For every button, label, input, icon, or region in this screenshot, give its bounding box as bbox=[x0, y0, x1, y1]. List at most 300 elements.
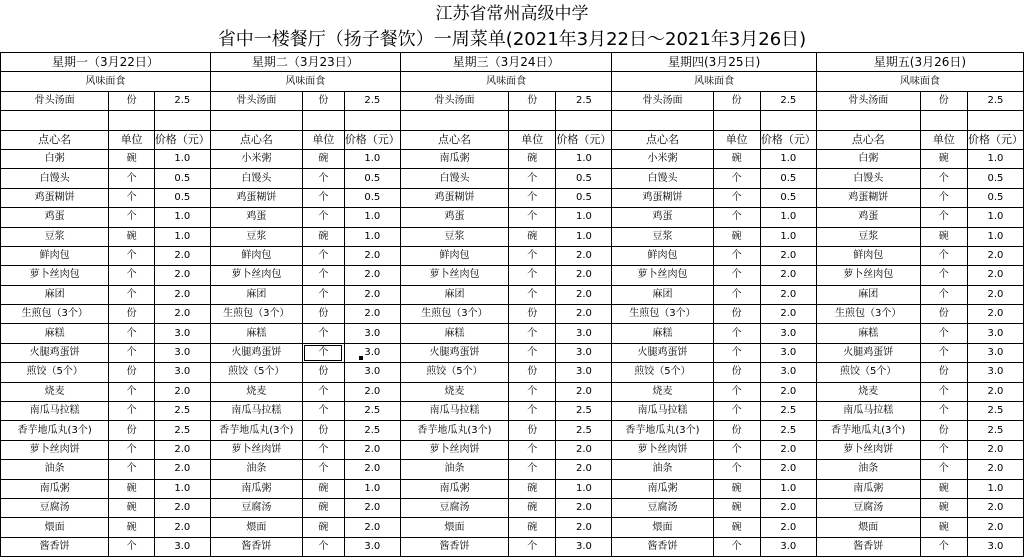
item-price-cell[interactable]: 2.0 bbox=[556, 305, 612, 324]
item-unit-cell[interactable]: 份 bbox=[920, 305, 967, 324]
item-unit-cell[interactable]: 碗 bbox=[302, 479, 344, 498]
noodle-name-cell[interactable]: 骨头汤面 bbox=[210, 91, 302, 110]
item-name-cell[interactable]: 火腿鸡蛋饼 bbox=[1, 343, 109, 362]
item-price-cell[interactable]: 1.0 bbox=[967, 208, 1023, 227]
header-name-cell[interactable]: 点心名 bbox=[612, 130, 713, 149]
item-name-cell[interactable]: 南瓜粥 bbox=[1, 479, 109, 498]
item-name-cell[interactable]: 煎饺（5个） bbox=[816, 363, 920, 382]
item-price-cell[interactable]: 2.5 bbox=[967, 421, 1023, 440]
item-unit-cell[interactable]: 个 bbox=[109, 324, 155, 343]
item-price-cell[interactable]: 1.0 bbox=[967, 479, 1023, 498]
item-price-cell[interactable]: 2.0 bbox=[556, 285, 612, 304]
item-name-cell[interactable]: 鲜肉包 bbox=[210, 246, 302, 265]
item-name-cell[interactable]: 煎饺（5个） bbox=[1, 363, 109, 382]
item-unit-cell[interactable]: 个 bbox=[713, 460, 760, 479]
noodle-unit-cell[interactable]: 份 bbox=[109, 91, 155, 110]
item-name-cell[interactable]: 油条 bbox=[210, 460, 302, 479]
item-name-cell[interactable]: 白粥 bbox=[816, 149, 920, 168]
noodle-price-cell[interactable]: 2.5 bbox=[760, 91, 816, 110]
item-price-cell[interactable]: 2.5 bbox=[556, 402, 612, 421]
item-name-cell[interactable]: 煎饺（5个） bbox=[400, 363, 508, 382]
item-price-cell[interactable]: 1.0 bbox=[760, 208, 816, 227]
day-header-cell[interactable]: 星期二（3月23日） bbox=[210, 53, 400, 72]
fill-handle[interactable] bbox=[359, 356, 363, 360]
item-price-cell[interactable]: 2.0 bbox=[967, 246, 1023, 265]
item-unit-cell[interactable]: 碗 bbox=[302, 498, 344, 517]
day-header-cell[interactable]: 星期四(3月25日) bbox=[612, 53, 816, 72]
noodle-unit-cell[interactable]: 份 bbox=[920, 91, 967, 110]
item-price-cell[interactable]: 2.0 bbox=[154, 498, 210, 517]
item-name-cell[interactable]: 煨面 bbox=[1, 518, 109, 537]
item-name-cell[interactable]: 南瓜马拉糕 bbox=[210, 402, 302, 421]
item-unit-cell[interactable]: 个 bbox=[713, 343, 760, 362]
header-name-cell[interactable]: 点心名 bbox=[1, 130, 109, 149]
item-unit-cell[interactable]: 份 bbox=[302, 305, 344, 324]
item-unit-cell[interactable]: 个 bbox=[509, 324, 556, 343]
item-name-cell[interactable]: 鸡蛋糊饼 bbox=[612, 188, 713, 207]
item-price-cell[interactable]: 2.0 bbox=[344, 266, 400, 285]
item-name-cell[interactable]: 白馒头 bbox=[210, 169, 302, 188]
header-unit-cell[interactable]: 单位 bbox=[509, 130, 556, 149]
item-unit-cell[interactable]: 个 bbox=[509, 382, 556, 401]
item-unit-cell[interactable]: 个 bbox=[302, 460, 344, 479]
item-price-cell[interactable]: 2.0 bbox=[556, 518, 612, 537]
item-unit-cell[interactable]: 碗 bbox=[713, 227, 760, 246]
item-price-cell[interactable]: 3.0 bbox=[967, 363, 1023, 382]
empty-cell[interactable] bbox=[400, 111, 508, 130]
item-name-cell[interactable]: 鸡蛋糊饼 bbox=[210, 188, 302, 207]
item-price-cell[interactable]: 0.5 bbox=[154, 188, 210, 207]
item-unit-cell[interactable]: 个 bbox=[713, 188, 760, 207]
item-name-cell[interactable]: 生煎包（3个） bbox=[400, 305, 508, 324]
item-unit-cell[interactable]: 个 bbox=[302, 343, 344, 362]
item-unit-cell[interactable]: 碗 bbox=[920, 149, 967, 168]
item-price-cell[interactable]: 2.0 bbox=[760, 440, 816, 459]
item-name-cell[interactable]: 豆腐汤 bbox=[400, 498, 508, 517]
item-name-cell[interactable]: 煨面 bbox=[210, 518, 302, 537]
noodle-name-cell[interactable]: 骨头汤面 bbox=[612, 91, 713, 110]
item-price-cell[interactable]: 3.0 bbox=[967, 324, 1023, 343]
item-price-cell[interactable]: 2.0 bbox=[760, 518, 816, 537]
header-unit-cell[interactable]: 单位 bbox=[302, 130, 344, 149]
item-unit-cell[interactable]: 个 bbox=[713, 537, 760, 556]
item-unit-cell[interactable]: 碗 bbox=[302, 149, 344, 168]
item-unit-cell[interactable]: 个 bbox=[920, 169, 967, 188]
item-price-cell[interactable]: 2.0 bbox=[154, 518, 210, 537]
item-unit-cell[interactable]: 份 bbox=[920, 363, 967, 382]
item-price-cell[interactable]: 2.0 bbox=[556, 382, 612, 401]
item-unit-cell[interactable]: 份 bbox=[109, 421, 155, 440]
item-unit-cell[interactable]: 碗 bbox=[713, 498, 760, 517]
item-price-cell[interactable]: 1.0 bbox=[344, 149, 400, 168]
item-price-cell[interactable]: 0.5 bbox=[967, 188, 1023, 207]
item-name-cell[interactable]: 鲜肉包 bbox=[816, 246, 920, 265]
item-name-cell[interactable]: 麻团 bbox=[1, 285, 109, 304]
item-unit-cell[interactable]: 个 bbox=[509, 440, 556, 459]
header-price-cell[interactable]: 价格（元） bbox=[154, 130, 210, 149]
item-unit-cell[interactable]: 份 bbox=[509, 305, 556, 324]
item-unit-cell[interactable]: 个 bbox=[509, 460, 556, 479]
noodle-name-cell[interactable]: 骨头汤面 bbox=[816, 91, 920, 110]
day-header-cell[interactable]: 星期五(3月26日) bbox=[816, 53, 1023, 72]
item-unit-cell[interactable]: 碗 bbox=[509, 227, 556, 246]
empty-cell[interactable] bbox=[344, 111, 400, 130]
item-price-cell[interactable]: 0.5 bbox=[344, 169, 400, 188]
day-header-cell[interactable]: 星期一（3月22日） bbox=[1, 53, 211, 72]
item-price-cell[interactable]: 1.0 bbox=[556, 208, 612, 227]
item-name-cell[interactable]: 烧麦 bbox=[816, 382, 920, 401]
item-name-cell[interactable]: 萝卜丝肉饼 bbox=[210, 440, 302, 459]
item-name-cell[interactable]: 豆浆 bbox=[612, 227, 713, 246]
empty-cell[interactable] bbox=[210, 111, 302, 130]
item-price-cell[interactable]: 0.5 bbox=[556, 188, 612, 207]
item-unit-cell[interactable]: 个 bbox=[920, 343, 967, 362]
item-price-cell[interactable]: 2.0 bbox=[967, 382, 1023, 401]
noodle-name-cell[interactable]: 骨头汤面 bbox=[1, 91, 109, 110]
item-price-cell[interactable]: 3.0 bbox=[760, 324, 816, 343]
item-unit-cell[interactable]: 碗 bbox=[920, 498, 967, 517]
item-name-cell[interactable]: 火腿鸡蛋饼 bbox=[400, 343, 508, 362]
item-unit-cell[interactable]: 个 bbox=[109, 343, 155, 362]
item-name-cell[interactable]: 烧麦 bbox=[210, 382, 302, 401]
item-unit-cell[interactable]: 个 bbox=[920, 208, 967, 227]
item-unit-cell[interactable]: 个 bbox=[302, 382, 344, 401]
empty-cell[interactable] bbox=[302, 111, 344, 130]
item-name-cell[interactable]: 小米粥 bbox=[612, 149, 713, 168]
item-price-cell[interactable]: 1.0 bbox=[967, 227, 1023, 246]
section-label-cell[interactable]: 风味面食 bbox=[210, 72, 400, 91]
item-name-cell[interactable]: 豆浆 bbox=[1, 227, 109, 246]
item-name-cell[interactable]: 鸡蛋 bbox=[210, 208, 302, 227]
item-unit-cell[interactable]: 碗 bbox=[713, 149, 760, 168]
item-name-cell[interactable]: 鲜肉包 bbox=[400, 246, 508, 265]
item-name-cell[interactable]: 南瓜马拉糕 bbox=[400, 402, 508, 421]
item-unit-cell[interactable]: 碗 bbox=[713, 479, 760, 498]
section-label-cell[interactable]: 风味面食 bbox=[612, 72, 816, 91]
item-name-cell[interactable]: 豆浆 bbox=[400, 227, 508, 246]
item-price-cell[interactable]: 3.0 bbox=[556, 537, 612, 556]
item-name-cell[interactable]: 火腿鸡蛋饼 bbox=[816, 343, 920, 362]
header-unit-cell[interactable]: 单位 bbox=[713, 130, 760, 149]
item-name-cell[interactable]: 酱香饼 bbox=[612, 537, 713, 556]
item-price-cell[interactable]: 3.0 bbox=[344, 537, 400, 556]
item-name-cell[interactable]: 豆腐汤 bbox=[1, 498, 109, 517]
item-name-cell[interactable]: 白馒头 bbox=[816, 169, 920, 188]
item-name-cell[interactable]: 豆腐汤 bbox=[210, 498, 302, 517]
item-unit-cell[interactable]: 个 bbox=[302, 285, 344, 304]
item-name-cell[interactable]: 鸡蛋糊饼 bbox=[1, 188, 109, 207]
item-unit-cell[interactable]: 个 bbox=[509, 169, 556, 188]
item-unit-cell[interactable]: 碗 bbox=[302, 518, 344, 537]
item-price-cell[interactable]: 2.5 bbox=[760, 402, 816, 421]
item-unit-cell[interactable]: 个 bbox=[920, 537, 967, 556]
noodle-unit-cell[interactable]: 份 bbox=[302, 91, 344, 110]
item-price-cell[interactable]: 2.0 bbox=[760, 382, 816, 401]
item-price-cell[interactable]: 2.5 bbox=[344, 421, 400, 440]
item-unit-cell[interactable]: 碗 bbox=[509, 149, 556, 168]
item-unit-cell[interactable]: 个 bbox=[302, 246, 344, 265]
item-name-cell[interactable]: 香芋地瓜丸(3个) bbox=[400, 421, 508, 440]
item-price-cell[interactable]: 2.0 bbox=[154, 440, 210, 459]
item-name-cell[interactable]: 豆浆 bbox=[816, 227, 920, 246]
item-unit-cell[interactable]: 份 bbox=[713, 421, 760, 440]
item-name-cell[interactable]: 麻团 bbox=[612, 285, 713, 304]
item-price-cell[interactable]: 0.5 bbox=[344, 188, 400, 207]
item-unit-cell[interactable]: 个 bbox=[713, 246, 760, 265]
item-unit-cell[interactable]: 个 bbox=[109, 440, 155, 459]
item-price-cell[interactable]: 2.0 bbox=[760, 246, 816, 265]
item-price-cell[interactable]: 1.0 bbox=[154, 479, 210, 498]
item-name-cell[interactable]: 南瓜马拉糕 bbox=[816, 402, 920, 421]
item-unit-cell[interactable]: 碗 bbox=[920, 479, 967, 498]
item-unit-cell[interactable]: 个 bbox=[713, 285, 760, 304]
empty-cell[interactable] bbox=[154, 111, 210, 130]
item-price-cell[interactable]: 2.0 bbox=[154, 382, 210, 401]
item-price-cell[interactable]: 3.0 bbox=[760, 537, 816, 556]
section-label-cell[interactable]: 风味面食 bbox=[400, 72, 612, 91]
item-unit-cell[interactable]: 碗 bbox=[509, 479, 556, 498]
item-unit-cell[interactable]: 个 bbox=[509, 208, 556, 227]
noodle-price-cell[interactable]: 2.5 bbox=[154, 91, 210, 110]
item-price-cell[interactable]: 2.0 bbox=[344, 285, 400, 304]
item-name-cell[interactable]: 煨面 bbox=[400, 518, 508, 537]
item-price-cell[interactable]: 1.0 bbox=[760, 479, 816, 498]
item-name-cell[interactable]: 香芋地瓜丸(3个) bbox=[612, 421, 713, 440]
item-name-cell[interactable]: 煎饺（5个） bbox=[612, 363, 713, 382]
item-unit-cell[interactable]: 个 bbox=[713, 382, 760, 401]
item-price-cell[interactable]: 1.0 bbox=[344, 227, 400, 246]
item-price-cell[interactable]: 2.0 bbox=[760, 285, 816, 304]
item-name-cell[interactable]: 鸡蛋糊饼 bbox=[816, 188, 920, 207]
item-price-cell[interactable]: 3.0 bbox=[154, 343, 210, 362]
item-price-cell[interactable]: 2.0 bbox=[154, 246, 210, 265]
item-name-cell[interactable]: 香芋地瓜丸(3个) bbox=[210, 421, 302, 440]
header-name-cell[interactable]: 点心名 bbox=[210, 130, 302, 149]
item-unit-cell[interactable]: 个 bbox=[713, 402, 760, 421]
item-price-cell[interactable]: 2.0 bbox=[556, 266, 612, 285]
item-name-cell[interactable]: 豆浆 bbox=[210, 227, 302, 246]
item-name-cell[interactable]: 萝卜丝肉饼 bbox=[612, 440, 713, 459]
item-unit-cell[interactable]: 个 bbox=[109, 246, 155, 265]
item-price-cell[interactable]: 2.0 bbox=[556, 498, 612, 517]
item-name-cell[interactable]: 生煎包（3个） bbox=[210, 305, 302, 324]
empty-cell[interactable] bbox=[816, 111, 920, 130]
item-name-cell[interactable]: 烧麦 bbox=[612, 382, 713, 401]
item-name-cell[interactable]: 油条 bbox=[612, 460, 713, 479]
item-name-cell[interactable]: 烧麦 bbox=[1, 382, 109, 401]
item-price-cell[interactable]: 2.5 bbox=[154, 402, 210, 421]
item-price-cell[interactable]: 2.0 bbox=[967, 266, 1023, 285]
item-unit-cell[interactable]: 碗 bbox=[109, 518, 155, 537]
item-name-cell[interactable]: 煨面 bbox=[816, 518, 920, 537]
item-price-cell[interactable]: 2.0 bbox=[760, 305, 816, 324]
item-price-cell[interactable]: 3.0 bbox=[556, 343, 612, 362]
item-unit-cell[interactable]: 个 bbox=[109, 188, 155, 207]
item-unit-cell[interactable]: 份 bbox=[920, 421, 967, 440]
item-unit-cell[interactable]: 个 bbox=[920, 440, 967, 459]
item-price-cell[interactable]: 1.0 bbox=[154, 208, 210, 227]
header-price-cell[interactable]: 价格（元） bbox=[556, 130, 612, 149]
noodle-unit-cell[interactable]: 份 bbox=[509, 91, 556, 110]
item-price-cell[interactable]: 0.5 bbox=[760, 169, 816, 188]
item-price-cell[interactable]: 2.5 bbox=[344, 402, 400, 421]
item-unit-cell[interactable]: 个 bbox=[109, 382, 155, 401]
item-name-cell[interactable]: 香芋地瓜丸(3个) bbox=[816, 421, 920, 440]
item-unit-cell[interactable]: 碗 bbox=[509, 498, 556, 517]
item-price-cell[interactable]: 1.0 bbox=[154, 149, 210, 168]
item-unit-cell[interactable]: 个 bbox=[920, 285, 967, 304]
item-name-cell[interactable]: 南瓜马拉糕 bbox=[612, 402, 713, 421]
item-price-cell[interactable]: 2.0 bbox=[967, 285, 1023, 304]
item-name-cell[interactable]: 麻糕 bbox=[210, 324, 302, 343]
section-label-cell[interactable]: 风味面食 bbox=[1, 72, 211, 91]
item-name-cell[interactable]: 白馒头 bbox=[1, 169, 109, 188]
header-price-cell[interactable]: 价格（元） bbox=[967, 130, 1023, 149]
item-unit-cell[interactable]: 份 bbox=[509, 421, 556, 440]
item-name-cell[interactable]: 萝卜丝肉饼 bbox=[816, 440, 920, 459]
item-name-cell[interactable]: 麻团 bbox=[400, 285, 508, 304]
item-unit-cell[interactable]: 个 bbox=[509, 285, 556, 304]
header-price-cell[interactable]: 价格（元） bbox=[344, 130, 400, 149]
item-unit-cell[interactable]: 个 bbox=[109, 285, 155, 304]
item-name-cell[interactable]: 火腿鸡蛋饼 bbox=[612, 343, 713, 362]
item-name-cell[interactable]: 南瓜粥 bbox=[816, 479, 920, 498]
item-price-cell[interactable]: 2.0 bbox=[154, 305, 210, 324]
item-price-cell[interactable]: 3.0 bbox=[760, 363, 816, 382]
item-name-cell[interactable]: 酱香饼 bbox=[210, 537, 302, 556]
item-unit-cell[interactable]: 个 bbox=[109, 402, 155, 421]
item-name-cell[interactable]: 南瓜粥 bbox=[400, 149, 508, 168]
item-name-cell[interactable]: 鸡蛋 bbox=[816, 208, 920, 227]
item-unit-cell[interactable]: 个 bbox=[302, 440, 344, 459]
header-name-cell[interactable]: 点心名 bbox=[400, 130, 508, 149]
item-name-cell[interactable]: 南瓜马拉糕 bbox=[1, 402, 109, 421]
empty-cell[interactable] bbox=[760, 111, 816, 130]
item-name-cell[interactable]: 酱香饼 bbox=[400, 537, 508, 556]
noodle-price-cell[interactable]: 2.5 bbox=[556, 91, 612, 110]
item-price-cell[interactable]: 0.5 bbox=[760, 188, 816, 207]
item-unit-cell[interactable]: 个 bbox=[509, 188, 556, 207]
item-name-cell[interactable]: 萝卜丝肉包 bbox=[1, 266, 109, 285]
item-price-cell[interactable]: 2.0 bbox=[760, 266, 816, 285]
item-name-cell[interactable]: 酱香饼 bbox=[816, 537, 920, 556]
item-unit-cell[interactable]: 个 bbox=[920, 402, 967, 421]
item-price-cell[interactable]: 3.0 bbox=[154, 363, 210, 382]
empty-cell[interactable] bbox=[109, 111, 155, 130]
item-unit-cell[interactable]: 个 bbox=[109, 169, 155, 188]
item-unit-cell[interactable]: 个 bbox=[109, 537, 155, 556]
item-price-cell[interactable]: 1.0 bbox=[154, 227, 210, 246]
item-name-cell[interactable]: 鸡蛋 bbox=[400, 208, 508, 227]
item-name-cell[interactable]: 生煎包（3个） bbox=[1, 305, 109, 324]
item-unit-cell[interactable]: 碗 bbox=[109, 498, 155, 517]
item-name-cell[interactable]: 萝卜丝肉包 bbox=[400, 266, 508, 285]
item-unit-cell[interactable]: 个 bbox=[920, 188, 967, 207]
item-unit-cell[interactable]: 份 bbox=[713, 363, 760, 382]
item-name-cell[interactable]: 煨面 bbox=[612, 518, 713, 537]
item-unit-cell[interactable]: 个 bbox=[920, 382, 967, 401]
section-label-cell[interactable]: 风味面食 bbox=[816, 72, 1023, 91]
item-price-cell[interactable]: 3.0 bbox=[967, 343, 1023, 362]
item-price-cell[interactable]: 2.0 bbox=[344, 498, 400, 517]
item-unit-cell[interactable]: 个 bbox=[302, 266, 344, 285]
item-name-cell[interactable]: 烧麦 bbox=[400, 382, 508, 401]
noodle-price-cell[interactable]: 2.5 bbox=[967, 91, 1023, 110]
item-name-cell[interactable]: 麻糕 bbox=[400, 324, 508, 343]
item-price-cell[interactable]: 1.0 bbox=[760, 227, 816, 246]
empty-cell[interactable] bbox=[713, 111, 760, 130]
item-name-cell[interactable]: 白粥 bbox=[1, 149, 109, 168]
item-price-cell[interactable]: 2.0 bbox=[344, 382, 400, 401]
empty-cell[interactable] bbox=[612, 111, 713, 130]
item-unit-cell[interactable]: 个 bbox=[509, 537, 556, 556]
item-price-cell[interactable]: 2.0 bbox=[154, 460, 210, 479]
item-unit-cell[interactable]: 份 bbox=[109, 363, 155, 382]
item-name-cell[interactable]: 生煎包（3个） bbox=[816, 305, 920, 324]
item-unit-cell[interactable]: 个 bbox=[302, 537, 344, 556]
item-name-cell[interactable]: 南瓜粥 bbox=[612, 479, 713, 498]
item-price-cell[interactable]: 2.0 bbox=[344, 518, 400, 537]
item-name-cell[interactable]: 火腿鸡蛋饼 bbox=[210, 343, 302, 362]
item-price-cell[interactable]: 1.0 bbox=[556, 227, 612, 246]
item-unit-cell[interactable]: 碗 bbox=[109, 227, 155, 246]
item-price-cell[interactable]: 2.0 bbox=[760, 498, 816, 517]
item-name-cell[interactable]: 豆腐汤 bbox=[816, 498, 920, 517]
item-unit-cell[interactable]: 份 bbox=[713, 305, 760, 324]
item-price-cell[interactable]: 3.0 bbox=[154, 537, 210, 556]
item-price-cell[interactable]: 2.5 bbox=[760, 421, 816, 440]
item-unit-cell[interactable]: 个 bbox=[920, 266, 967, 285]
item-price-cell[interactable]: 3.0 bbox=[760, 343, 816, 362]
item-name-cell[interactable]: 鲜肉包 bbox=[612, 246, 713, 265]
item-unit-cell[interactable]: 个 bbox=[920, 324, 967, 343]
item-price-cell[interactable]: 3.0 bbox=[556, 324, 612, 343]
header-name-cell[interactable]: 点心名 bbox=[816, 130, 920, 149]
item-price-cell[interactable]: 2.0 bbox=[344, 246, 400, 265]
noodle-price-cell[interactable]: 2.5 bbox=[344, 91, 400, 110]
item-unit-cell[interactable]: 个 bbox=[509, 343, 556, 362]
item-name-cell[interactable]: 香芋地瓜丸(3个) bbox=[1, 421, 109, 440]
item-price-cell[interactable]: 3.0 bbox=[556, 363, 612, 382]
item-price-cell[interactable]: 2.0 bbox=[967, 460, 1023, 479]
item-unit-cell[interactable]: 个 bbox=[920, 460, 967, 479]
item-unit-cell[interactable]: 个 bbox=[509, 402, 556, 421]
item-unit-cell[interactable]: 个 bbox=[509, 266, 556, 285]
item-price-cell[interactable]: 1.0 bbox=[344, 479, 400, 498]
item-price-cell[interactable]: 3.0 bbox=[344, 324, 400, 343]
item-name-cell[interactable]: 生煎包（3个） bbox=[612, 305, 713, 324]
item-unit-cell[interactable]: 个 bbox=[713, 169, 760, 188]
item-price-cell[interactable]: 2.0 bbox=[556, 246, 612, 265]
item-price-cell[interactable]: 1.0 bbox=[344, 208, 400, 227]
item-price-cell[interactable]: 2.5 bbox=[556, 421, 612, 440]
item-price-cell[interactable]: 2.0 bbox=[760, 460, 816, 479]
item-unit-cell[interactable]: 个 bbox=[302, 402, 344, 421]
item-name-cell[interactable]: 萝卜丝肉饼 bbox=[1, 440, 109, 459]
item-unit-cell[interactable]: 个 bbox=[302, 324, 344, 343]
item-price-cell[interactable]: 2.0 bbox=[556, 460, 612, 479]
item-unit-cell[interactable]: 个 bbox=[713, 208, 760, 227]
noodle-name-cell[interactable]: 骨头汤面 bbox=[400, 91, 508, 110]
empty-cell[interactable] bbox=[920, 111, 967, 130]
item-unit-cell[interactable]: 碗 bbox=[109, 149, 155, 168]
item-name-cell[interactable]: 麻团 bbox=[816, 285, 920, 304]
item-name-cell[interactable]: 鸡蛋糊饼 bbox=[400, 188, 508, 207]
empty-cell[interactable] bbox=[556, 111, 612, 130]
item-name-cell[interactable]: 油条 bbox=[400, 460, 508, 479]
item-price-cell[interactable]: 1.0 bbox=[556, 149, 612, 168]
item-name-cell[interactable]: 萝卜丝肉包 bbox=[612, 266, 713, 285]
